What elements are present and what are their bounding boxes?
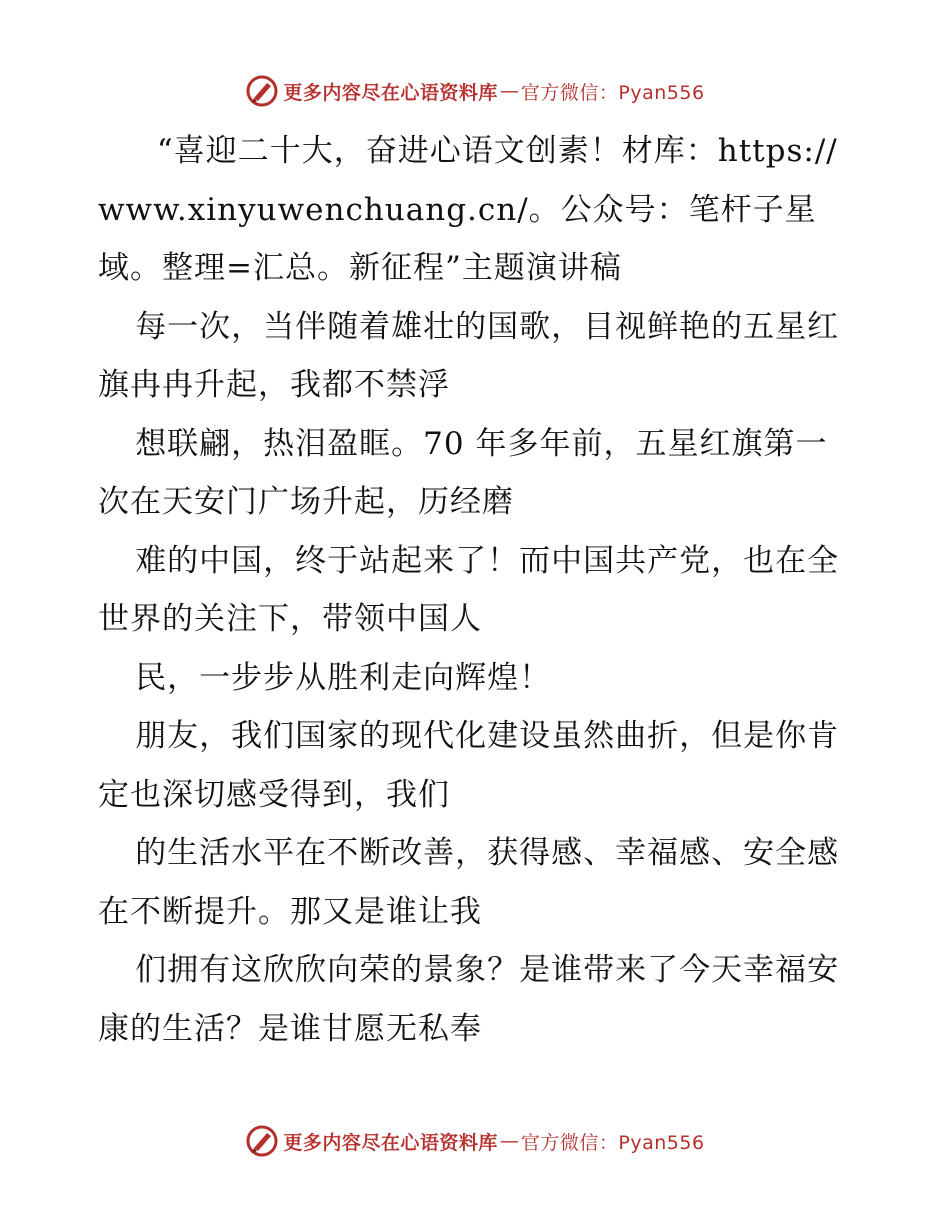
footer-banner bbox=[0, 1121, 950, 1161]
body-paragraph: 的生活水平在不断改善，获得感、幸福感、安全感在不断提升。那又是谁让我 bbox=[98, 835, 840, 930]
footer-contact: 官方微信：Pyan556 bbox=[520, 1131, 705, 1154]
body-paragraph: 难的中国，终于站起来了！而中国共产党，也在全世界的关注下，带领中国人 bbox=[98, 542, 840, 637]
body-paragraph: 朋友，我们国家的现代化建设虽然曲折，但是你肯定也深切感受得到，我们 bbox=[98, 718, 840, 813]
body-paragraph: 们拥有这欣欣向荣的景象？是谁带来了今天幸福安康的生活？是谁甘愿无私奉 bbox=[98, 952, 840, 1047]
pen-logo-icon bbox=[245, 74, 279, 108]
footer-separator: — bbox=[499, 1130, 519, 1152]
header-separator: — bbox=[499, 80, 519, 102]
body-paragraph: 想联翩，热泪盈眶。70 年多年前，五星红旗第一次在天安门广场升起，历经磨 bbox=[98, 425, 828, 520]
doc-title-paragraph: “喜迎二十大，奋进心语文创素！材库：https://www.xinyuwenchuang.cn/。公众号：笔杆子星域。整理=汇总。新征程”主题演讲稿 bbox=[98, 133, 838, 286]
document-body bbox=[98, 122, 858, 1058]
header-contact: 官方微信：Pyan556 bbox=[520, 81, 705, 104]
body-paragraph: 每一次，当伴随着雄壮的国歌，目视鲜艳的五星红旗冉冉升起，我都不禁浮 bbox=[98, 308, 840, 403]
footer-slogan: 更多内容尽在心语资料库 bbox=[283, 1131, 498, 1154]
pen-logo-icon bbox=[245, 1124, 279, 1158]
header-banner bbox=[0, 71, 950, 111]
header-slogan: 更多内容尽在心语资料库 bbox=[283, 81, 498, 104]
body-paragraph: 民，一步步从胜利走向辉煌！ bbox=[135, 659, 552, 696]
